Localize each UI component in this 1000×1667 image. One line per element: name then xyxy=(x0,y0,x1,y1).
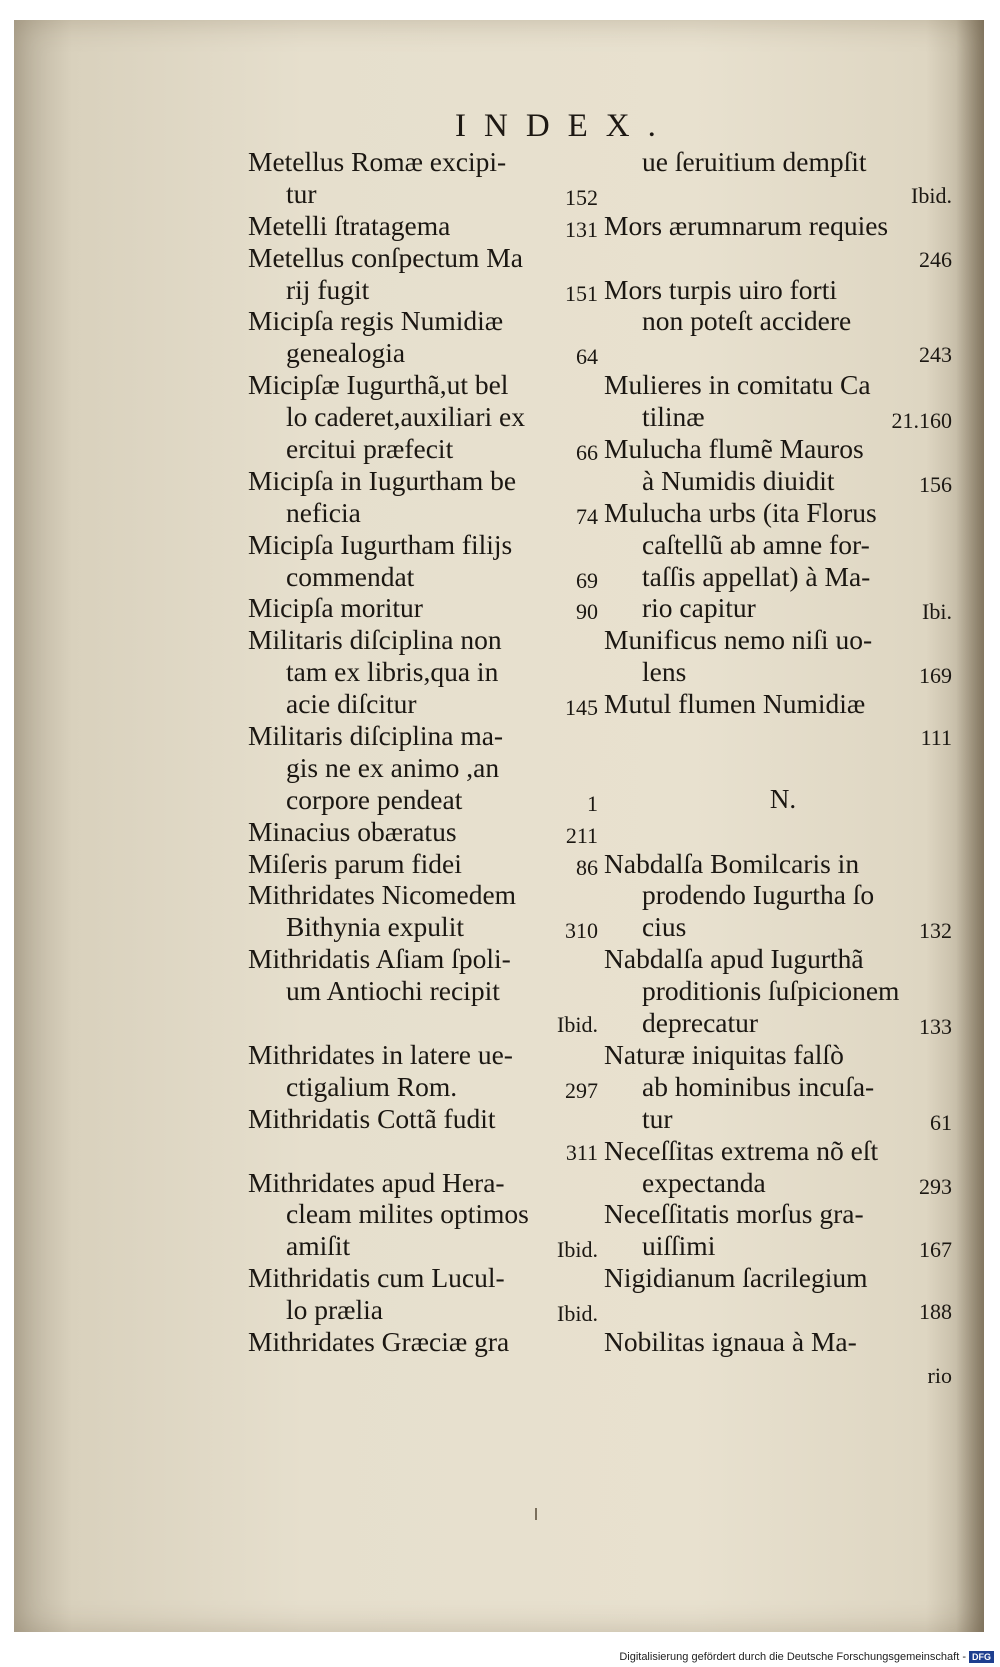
index-entry xyxy=(248,1167,598,1263)
entry-line xyxy=(604,1071,952,1103)
entry-text: Minacius obæratus xyxy=(248,815,457,847)
page-reference: 61 xyxy=(930,1109,952,1135)
entry-text: prodendo Iugurtha ſo xyxy=(642,879,875,911)
entry-line xyxy=(248,369,598,401)
entry-line xyxy=(604,465,952,497)
entry-line xyxy=(604,242,952,274)
entry-text: corpore pendeat xyxy=(286,783,463,815)
entry-text: Munificus nemo niſi uo- xyxy=(604,624,873,656)
page-reference: 211 xyxy=(565,822,598,848)
page-reference: rio xyxy=(927,1362,952,1388)
entry-line xyxy=(248,1071,598,1103)
index-column-left xyxy=(248,146,598,1358)
page-reference: 66 xyxy=(576,440,598,465)
entry-line xyxy=(248,497,598,529)
entry-line xyxy=(604,497,952,529)
page-reference: 156 xyxy=(919,471,952,497)
entry-text: rio capitur xyxy=(642,592,756,624)
entry-text: Mithridatis Cottã fudit xyxy=(248,1102,496,1134)
index-entry xyxy=(248,529,598,593)
entry-line xyxy=(248,242,598,274)
entry-line xyxy=(248,975,598,1007)
index-entry xyxy=(604,688,952,752)
entry-text: ercitui præfecit xyxy=(286,433,454,465)
page-reference: Ibid. xyxy=(557,1237,598,1263)
entry-line xyxy=(604,1039,952,1071)
entry-text: gis ne ex animo ,an xyxy=(286,751,500,783)
entry-text: taſſis appellat) à Ma- xyxy=(642,560,871,592)
entry-text: Nobilitas ignaua à Ma- xyxy=(604,1325,857,1357)
entry-line xyxy=(604,943,952,975)
page-header: INDEX. xyxy=(455,108,674,144)
page-reference: 246 xyxy=(919,246,952,272)
entry-line xyxy=(604,624,952,656)
entry-line xyxy=(604,1326,952,1358)
entry-line xyxy=(248,1167,598,1199)
entry-text: amiſit xyxy=(286,1230,351,1262)
entry-text: tam ex libris,qua in xyxy=(286,656,499,688)
index-entry xyxy=(248,210,598,242)
entry-text: Mulucha flumẽ Mauros xyxy=(604,433,864,465)
entry-line xyxy=(248,1103,598,1135)
page-reference: 131 xyxy=(565,216,598,242)
entry-line xyxy=(248,848,598,880)
index-entry xyxy=(604,1326,952,1390)
entry-text: Mithridates Græciæ gra xyxy=(248,1325,510,1357)
entry-line xyxy=(604,1007,952,1039)
entry-line xyxy=(604,1167,952,1199)
entry-text: Miſeris parum fidei xyxy=(248,847,462,879)
entry-text: tur xyxy=(286,177,317,209)
entry-line xyxy=(604,656,952,688)
page-reference: 167 xyxy=(919,1237,952,1263)
entry-text: um Antiochi recipit xyxy=(286,975,500,1007)
entry-line xyxy=(604,401,952,433)
entry-line xyxy=(604,911,952,943)
index-entry xyxy=(604,497,952,625)
entry-text: lo prælia xyxy=(286,1294,384,1326)
entry-line xyxy=(604,274,952,306)
page-reference: 151 xyxy=(565,280,598,306)
page-reference: 311 xyxy=(565,1139,598,1165)
page-reference: 64 xyxy=(576,344,598,370)
page-reference: 310 xyxy=(565,918,598,944)
entry-text: Metellus conſpectum Ma xyxy=(248,241,523,273)
entry-line xyxy=(604,1358,952,1390)
entry-line xyxy=(604,1135,952,1167)
index-entry xyxy=(604,1198,952,1262)
entry-line xyxy=(604,688,952,720)
entry-line xyxy=(248,911,598,943)
entry-line xyxy=(248,816,598,848)
entry-line xyxy=(248,943,598,975)
page-mark xyxy=(535,1508,537,1520)
entry-text: neficia xyxy=(286,496,361,528)
entry-line xyxy=(248,1230,598,1262)
entry-line xyxy=(248,210,598,242)
index-entry xyxy=(248,1039,598,1103)
entry-line xyxy=(604,1198,952,1230)
entry-line xyxy=(604,305,952,337)
entry-line xyxy=(604,433,952,465)
entry-line xyxy=(604,1262,952,1294)
entry-line xyxy=(604,720,952,752)
entry-text: Neceſſitas extrema nõ eſt xyxy=(604,1134,879,1166)
index-entry xyxy=(248,1326,598,1358)
index-entry xyxy=(248,720,598,816)
entry-text: lens xyxy=(642,656,687,688)
page-reference: 86 xyxy=(576,854,598,880)
entry-line xyxy=(248,1294,598,1326)
entry-text: ab hominibus incuſa- xyxy=(642,1070,875,1102)
entry-text: Bithynia expulit xyxy=(286,911,464,943)
index-entry xyxy=(604,1039,952,1135)
entry-line xyxy=(604,529,952,561)
entry-line xyxy=(604,369,952,401)
entry-text: Mithridatis Aſiam ſpoli- xyxy=(248,943,511,975)
entry-text: acie diſcitur xyxy=(286,688,417,720)
entry-text: Metelli ſtratagema xyxy=(248,209,451,241)
entry-text: Micipſa moritur xyxy=(248,592,423,624)
entry-text: Militaris diſciplina non xyxy=(248,624,502,656)
page-reference: 297 xyxy=(565,1077,598,1103)
entry-line xyxy=(248,592,598,624)
entry-text: rij fugit xyxy=(286,273,370,305)
index-entry xyxy=(248,848,598,880)
entry-line xyxy=(248,1007,598,1039)
entry-text: Metellus Romæ excipi- xyxy=(248,146,507,177)
page-reference: 133 xyxy=(919,1014,952,1039)
entry-line xyxy=(248,146,598,178)
index-entry xyxy=(248,242,598,306)
index-entry xyxy=(248,1103,598,1167)
entry-text: Mithridates apud Hera- xyxy=(248,1166,505,1198)
entry-line xyxy=(248,305,598,337)
entry-line xyxy=(248,688,598,720)
page-reference: 169 xyxy=(919,663,952,689)
credit-text: Digitalisierung gefördert durch die Deutsche Forschungsgemeinschaft - xyxy=(619,1651,966,1663)
entry-text: Neceſſitatis morſus gra- xyxy=(604,1198,864,1230)
page-reference: 188 xyxy=(919,1299,952,1325)
entry-line xyxy=(248,433,598,465)
page-edge-shadow xyxy=(956,20,984,1632)
entry-text: tilinæ xyxy=(642,401,705,433)
page-reference: 132 xyxy=(919,918,952,944)
entry-line xyxy=(248,178,598,210)
entry-text: Mutul flumen Numidiæ xyxy=(604,688,866,720)
entry-text: Micipſa Iugurtham filijs xyxy=(248,528,513,560)
entry-text: uiſſimi xyxy=(642,1230,716,1262)
page-reference: 21.160 xyxy=(891,408,952,434)
dfg-logo: DFG xyxy=(969,1651,994,1663)
entry-text: proditionis ſuſpicionem xyxy=(642,975,900,1007)
digitization-credit xyxy=(619,1651,994,1663)
page-reference: Ibid. xyxy=(557,1301,598,1326)
entry-line xyxy=(604,1294,952,1326)
entry-line xyxy=(248,465,598,497)
page-reference: Ibid. xyxy=(557,1012,598,1038)
entry-line xyxy=(248,529,598,561)
index-entry xyxy=(604,943,952,1039)
entry-line xyxy=(604,975,952,1007)
entry-text: Mors ærumnarum requies xyxy=(604,209,889,241)
entry-text: Mors turpis uiro forti xyxy=(604,273,837,305)
entry-line xyxy=(604,1230,952,1262)
entry-line xyxy=(604,210,952,242)
section-letter: N. xyxy=(769,783,797,814)
index-entry xyxy=(604,210,952,274)
entry-text: Mulieres in comitatu Ca xyxy=(604,369,871,401)
entry-text: Micipſa regis Numidiæ xyxy=(248,305,504,337)
index-entry xyxy=(248,305,598,369)
entry-line xyxy=(248,401,598,433)
index-entry xyxy=(248,943,598,1039)
index-entry xyxy=(604,848,952,944)
entry-line xyxy=(604,848,952,880)
entry-line xyxy=(604,337,952,369)
entry-text: Nabdalſa Bomilcaris in xyxy=(604,847,860,879)
entry-text: tur xyxy=(642,1102,673,1134)
entry-text: cleam milites optimos xyxy=(286,1198,529,1230)
entry-line xyxy=(248,1198,598,1230)
entry-text: ue ſeruitium dempſit xyxy=(642,146,867,177)
index-entry xyxy=(248,1262,598,1326)
index-entry xyxy=(248,369,598,465)
page-reference: 293 xyxy=(919,1173,952,1199)
entry-text: Mithridatis cum Lucul- xyxy=(248,1262,505,1294)
entry-line xyxy=(248,1135,598,1167)
entry-line xyxy=(604,178,952,210)
page-reference: 74 xyxy=(576,503,598,529)
page-reference: Ibid. xyxy=(911,182,952,208)
entry-line xyxy=(248,656,598,688)
entry-text: non poteſt accidere xyxy=(642,305,852,337)
index-entry xyxy=(248,816,598,848)
entry-line xyxy=(248,784,598,816)
index-entry xyxy=(604,146,952,210)
page-reference: 152 xyxy=(565,184,598,210)
page-reference: 1 xyxy=(587,790,598,816)
entry-text: ctigalium Rom. xyxy=(286,1070,458,1102)
entry-text: Militaris diſciplina ma- xyxy=(248,720,504,752)
entry-text: Mithridates in latere ue- xyxy=(248,1038,513,1070)
entry-line xyxy=(248,1262,598,1294)
entry-line xyxy=(248,752,598,784)
entry-text: genealogia xyxy=(286,337,406,369)
entry-text: lo caderet,auxiliari ex xyxy=(286,401,525,433)
entry-text: Naturæ iniquitas falſò xyxy=(604,1038,844,1070)
entry-text: deprecatur xyxy=(642,1007,759,1039)
index-column-right xyxy=(604,146,952,1390)
index-entry xyxy=(248,624,598,720)
entry-line xyxy=(248,624,598,656)
index-entry xyxy=(248,879,598,943)
entry-text: Nigidianum ſacrilegium xyxy=(604,1262,868,1294)
entry-line xyxy=(248,274,598,306)
page-reference: 111 xyxy=(920,725,952,751)
entry-line xyxy=(604,1103,952,1135)
blank-line xyxy=(604,816,952,848)
page-reference: 243 xyxy=(919,342,952,368)
entry-line xyxy=(248,879,598,911)
entry-text: à Numidis diuidit xyxy=(642,464,835,496)
entry-text: cius xyxy=(642,911,687,943)
blank-line xyxy=(604,752,952,784)
index-entry xyxy=(604,433,952,497)
page-reference: 69 xyxy=(576,567,598,593)
page-reference: 90 xyxy=(576,599,598,625)
entry-text: Micipſa in Iugurtham be xyxy=(248,464,517,496)
index-entry xyxy=(604,624,952,688)
index-entry xyxy=(248,592,598,624)
entry-text: expectanda xyxy=(642,1166,766,1198)
entry-text: caſtellũ ab amne for- xyxy=(642,528,870,560)
index-entry xyxy=(604,274,952,370)
entry-text: commendat xyxy=(286,560,415,592)
entry-line xyxy=(248,337,598,369)
entry-line xyxy=(248,561,598,593)
index-entry xyxy=(604,1135,952,1199)
index-entry xyxy=(248,146,598,210)
index-entry xyxy=(604,369,952,433)
page-reference: 145 xyxy=(565,695,598,721)
entry-text: Mulucha urbs (ita Florus xyxy=(604,496,877,528)
entry-line xyxy=(604,146,952,178)
entry-line xyxy=(248,1039,598,1071)
entry-line xyxy=(604,561,952,593)
index-entry xyxy=(248,465,598,529)
entry-text: Micipſæ Iugurthã,ut bel xyxy=(248,369,509,401)
entry-line xyxy=(604,879,952,911)
index-entry xyxy=(604,1262,952,1326)
entry-line xyxy=(248,720,598,752)
entry-text: Nabdalſa apud Iugurthã xyxy=(604,943,864,975)
entry-line xyxy=(248,1326,598,1358)
entry-text: Mithridates Nicomedem xyxy=(248,879,517,911)
page-reference: Ibi. xyxy=(922,599,952,625)
entry-line xyxy=(604,592,952,624)
